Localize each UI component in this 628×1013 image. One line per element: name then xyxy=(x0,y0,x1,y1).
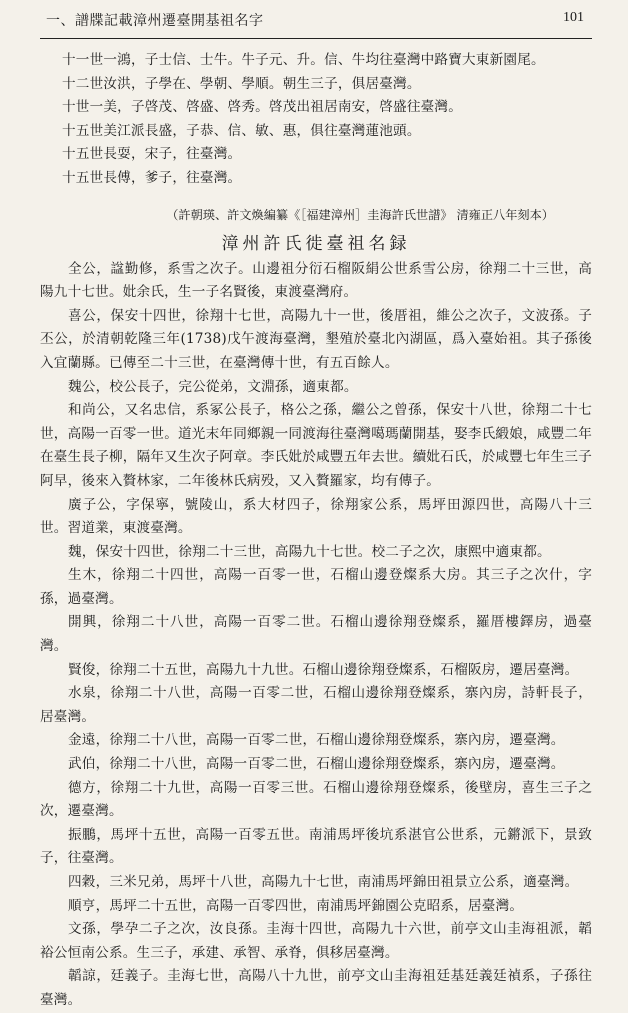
entry-paragraph: 武伯，徐翔二十八世，高陽一百零二世，石榴山邊徐翔登燦系，寨內房，遷臺灣。 xyxy=(68,756,565,773)
intro-line: 十世一美，子啓茂、啓盛、啓秀。啓茂出祖居南安，啓盛往臺灣。 xyxy=(62,99,463,116)
intro-line: 十五世美江派長盛，子恭、信、敏、惠，俱往臺灣蓮池頭。 xyxy=(62,122,421,139)
entry-paragraph: 生木，徐翔二十四世，高陽一百零一世，石榴山邊登燦系大房。其三子之次什，字孫，過臺灣。 xyxy=(40,567,592,607)
entry-paragraph: 全公，諡勤修，系雪之次子。山邊祖分衍石榴阪絹公世系雪公房，徐翔二十三世，高陽九十七世。妣余氏，生一子名賢後，東渡臺灣府。 xyxy=(40,260,592,301)
entry-paragraph: 賢俊，徐翔二十五世，高陽九十九世。石榴山邊徐翔登燦系，石榴阪房，遷居臺灣。 xyxy=(68,661,579,678)
entry-paragraph: 廣子公，字保寧，號陵山，系大材四子，徐翔家公系，馬坪田源四世，高陽八十三世。習道業，東渡臺灣。 xyxy=(40,496,592,537)
intro-line: 十五世長傅，爹子，往臺灣。 xyxy=(62,169,242,186)
entry-paragraph: 德方，徐翔二十九世，高陽一百零三世。石榴山邊徐翔登燦系，後壁房，喜生三子之次，遷臺灣。 xyxy=(40,779,592,820)
page-number: 101 xyxy=(563,10,584,25)
entry-paragraph: 魏公，校公長子，完公從弟，文淵孫，適東都。 xyxy=(68,378,358,395)
intro-line: 十二世汝洪，子學在、學朝、學順。朝生三子，俱居臺灣。 xyxy=(62,75,421,92)
entry-list xyxy=(40,258,592,1013)
entry-paragraph: 四穀，三米兄弟，馬坪十八世，高陽九十七世，南浦馬坪錦田祖景立公系，適臺灣。 xyxy=(68,874,579,890)
source-citation: （許朝瑛、許文煥編纂《［福建漳州］圭海許氏世譜》 清雍正八年刻本） xyxy=(166,207,554,222)
entry-paragraph: 順亨，馬坪二十五世，高陽一百零四世，南浦馬坪錦園公克昭系，居臺灣。 xyxy=(68,897,524,914)
running-title: 一、譜牒記載漳州遷臺開基祖名字 xyxy=(46,13,264,29)
entry-paragraph: 文孫，學孕二子之次，汝良孫。圭海十四世，高陽九十六世，前亭文山圭海祖派，韜裕公恒南公系。生三子，承建、承智、承脊，俱移居臺灣。 xyxy=(40,921,592,961)
entry-paragraph: 喜公，保安十四世，徐翔十七世，高陽九十一世，後厝祖，維公之次子，文波孫。子丕公，於清朝乾隆三年(1738)戊午渡海臺灣，墾殖於臺北內湖區，爲入臺始祖。其子孫後入宜蘭縣。已傳至二十三世，在臺灣傳十世，有五百餘人。 xyxy=(40,307,592,371)
entry-paragraph: 金遠，徐翔二十八世，高陽一百零二世，石榴山邊徐翔登燦系，寨內房，遷臺灣。 xyxy=(68,732,565,749)
intro-line: 十五世長耍，宋子，往臺灣。 xyxy=(62,146,242,163)
page-header xyxy=(40,0,592,39)
entry-paragraph: 水泉，徐翔二十八世，高陽一百零二世，石榴山邊徐翔登燦系，寨內房，詩軒長子，居臺灣。 xyxy=(40,685,592,725)
intro-line: 十一世一鴻，子士信、士牛。牛子元、升。信、牛均往臺灣中路寶大東新園尾。 xyxy=(62,52,545,68)
intro-list xyxy=(40,49,592,191)
section-title: 漳州許氏徙臺祖名録 xyxy=(221,233,411,254)
entry-paragraph: 和尚公，又名忠信，系冢公長子，格公之孫，繼公之曾孫，保安十八世，徐翔二十七世，高陽一百零一世。道光末年同鄉親一同渡海往臺灣噶瑪蘭開基，娶李氏緞娘，咸豐二年在臺生長子柳，隔年又生次子阿章。李氏妣於咸豐五年去世。續妣石氏，於咸豐七年生三子阿早，後來入贅林家，二年後林氏病殁，又入贅羅家，均有傳子。 xyxy=(40,402,592,489)
entry-paragraph: 振鵬，馬坪十五世，高陽一百零五世。南浦馬坪後坑系湛官公世系，元鏘派下，景致子，往臺灣。 xyxy=(40,826,592,867)
entry-paragraph: 魏，保安十四世，徐翔二十三世，高陽九十七世。校二子之次，康熙中適東都。 xyxy=(68,543,551,560)
entry-paragraph: 韜諒，廷義子。圭海七世，高陽八十九世，前亭文山圭海祖廷基廷義廷禎系，子孫往臺灣。 xyxy=(40,968,592,1008)
entry-paragraph: 開興，徐翔二十八世，高陽一百零二世。石榴山邊徐翔登燦系，羅厝樓鐸房，過臺灣。 xyxy=(40,614,592,655)
